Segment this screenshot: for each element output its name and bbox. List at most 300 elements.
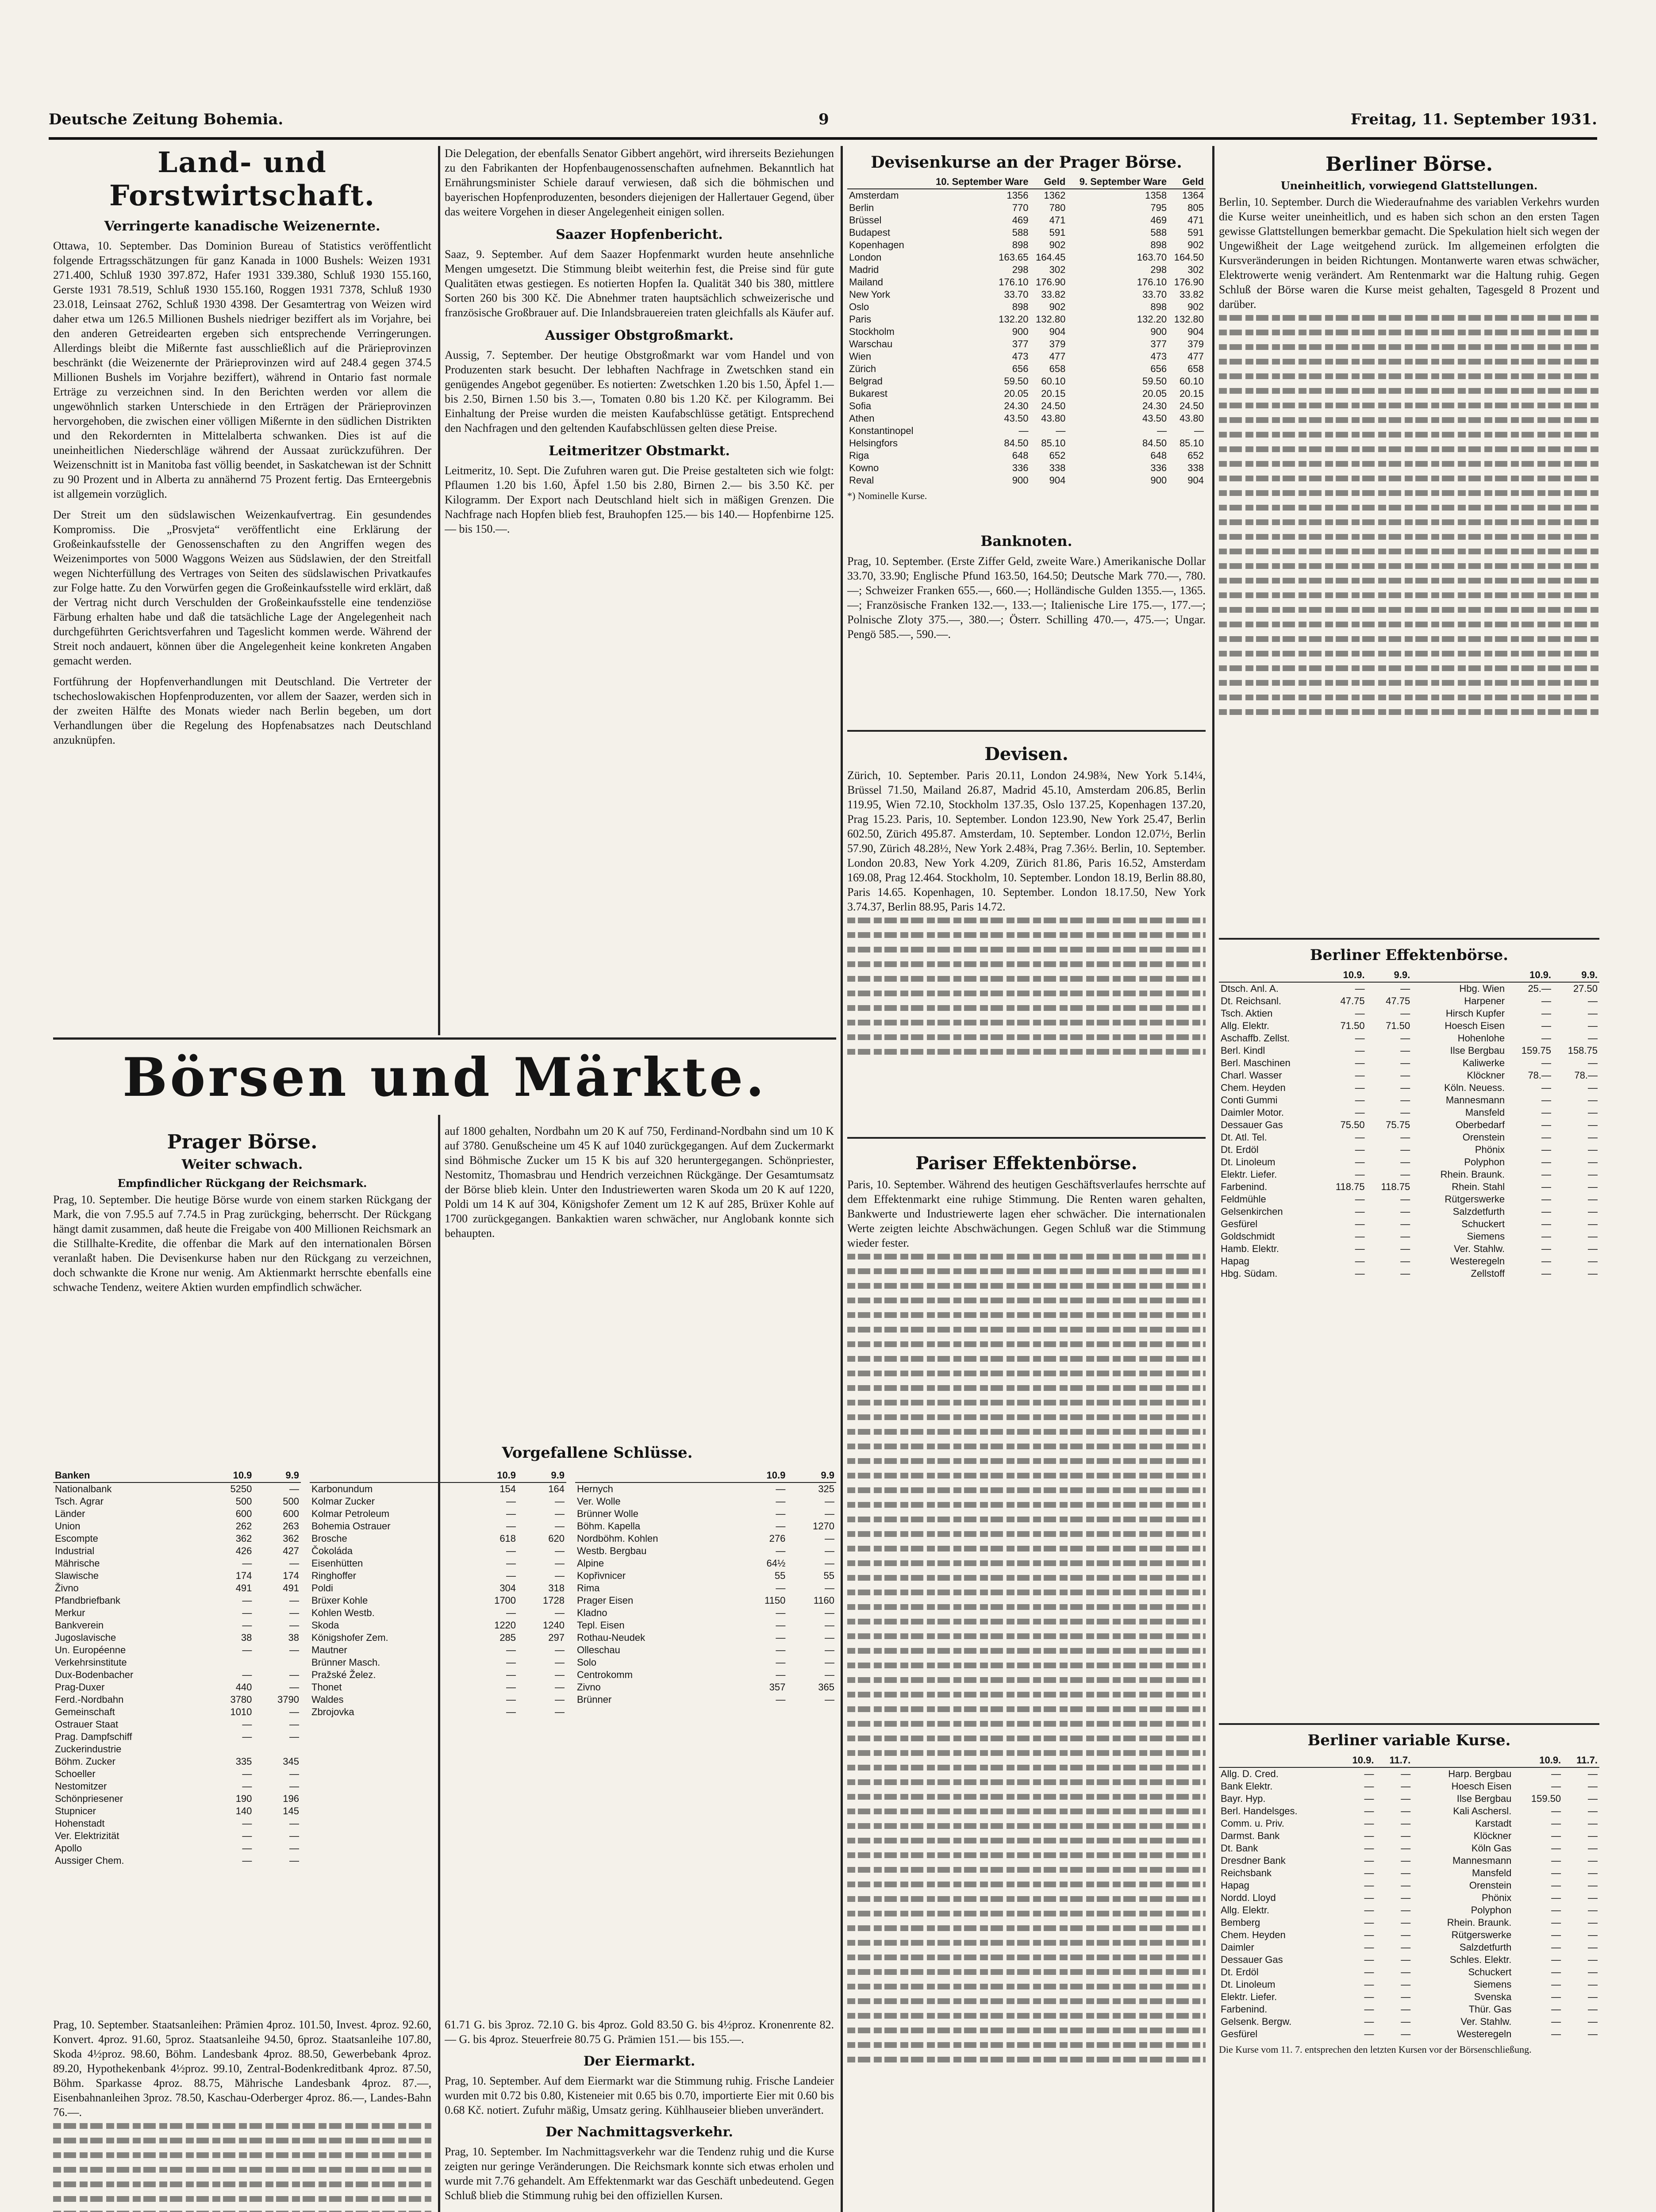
table-cell: 477 — [1049, 351, 1066, 362]
table-cell: Orenstein — [1469, 1880, 1512, 1891]
table-row — [1219, 1168, 1599, 1181]
table-cell: — — [1400, 983, 1410, 994]
table-cell: — — [1355, 1107, 1365, 1118]
table-cell: — — [1355, 1194, 1365, 1205]
table-cell: Böhm. Zucker — [55, 1756, 115, 1767]
table-cell: — — [1541, 1243, 1552, 1254]
table-cell: Klöckner — [1473, 1830, 1512, 1841]
table-cell: Comm. u. Priv. — [1221, 1818, 1284, 1829]
table-cell: 176.10 — [999, 276, 1029, 288]
table-row — [847, 412, 1206, 425]
table-cell: 780 — [1049, 202, 1066, 213]
column-header: 10.9 — [207, 1469, 254, 1482]
table-cell: 377 — [1012, 338, 1029, 349]
table-cell: — — [1401, 1979, 1411, 1990]
table-cell: Schoeller — [55, 1768, 96, 1779]
table-cell: — — [555, 1657, 565, 1668]
table-cell: 304 — [499, 1582, 516, 1594]
table-cell: — — [1355, 1008, 1365, 1019]
table-row — [1219, 995, 1599, 1007]
table-cell: — — [776, 1496, 786, 1507]
table-cell: Dt. Atl. Tel. — [1221, 1132, 1267, 1143]
table-cell: 59.50 — [1004, 376, 1029, 387]
table-cell: Stupnicer — [55, 1805, 96, 1816]
table-cell: 795 — [1150, 202, 1167, 213]
table-cell: — — [242, 1669, 252, 1680]
table-cell: 770 — [1012, 202, 1029, 213]
table-cell: Charl. Wasser — [1221, 1070, 1282, 1081]
table-cell: 163.70 — [1137, 252, 1167, 263]
table-cell: Mannesmann — [1445, 1094, 1505, 1106]
table-cell: 176.10 — [1137, 276, 1167, 288]
table-row — [53, 1632, 301, 1644]
table-cell: — — [1541, 1008, 1552, 1019]
table-cell: — — [1400, 1132, 1410, 1143]
table-cell: Sofia — [849, 400, 872, 411]
table-row — [310, 1532, 566, 1545]
table-cell: 900 — [1012, 475, 1029, 486]
table-cell: — — [1364, 1855, 1374, 1866]
table-cell: 43.80 — [1041, 413, 1066, 424]
table-cell: Brosche — [311, 1533, 347, 1544]
table-row — [847, 437, 1206, 449]
table-row — [575, 1557, 836, 1570]
table-cell: — — [1541, 1033, 1552, 1044]
table-cell: Dessauer Gas — [1221, 1119, 1283, 1130]
table-cell: — — [1541, 1181, 1552, 1192]
table-cell: — — [289, 1830, 299, 1841]
table-cell: Bayr. Hyp. — [1221, 1793, 1266, 1804]
table-cell: — — [1588, 1966, 1598, 1978]
table-cell: Orenstein — [1462, 1132, 1505, 1143]
table-cell: Siemens — [1467, 1231, 1505, 1242]
table-cell: — — [555, 1545, 565, 1556]
column-divider — [438, 146, 440, 1035]
table-cell: 427 — [283, 1545, 299, 1556]
table-cell: 336 — [1150, 462, 1167, 473]
table-cell: 379 — [1049, 338, 1066, 349]
table-cell: — — [1364, 1991, 1374, 2002]
table-cell: Gelsenk. Bergw. — [1221, 2016, 1292, 2027]
table-cell: — — [1588, 1855, 1598, 1866]
table-cell: 325 — [818, 1483, 834, 1494]
table-cell: — — [825, 1607, 834, 1618]
table-cell: 338 — [1187, 462, 1204, 473]
table-row — [1219, 1193, 1599, 1206]
table-cell: Ver. Stahlw. — [1460, 2016, 1512, 2027]
table-cell: — — [1541, 1206, 1552, 1217]
table-cell: 904 — [1049, 326, 1066, 337]
table-cell: Pfandbriefbank — [55, 1595, 120, 1606]
table-cell: — — [1401, 1855, 1411, 1866]
table-cell: — — [1551, 1843, 1561, 1854]
table-cell: 85.10 — [1041, 438, 1066, 449]
table-cell: 164.50 — [1174, 252, 1204, 263]
table-cell: 154 — [499, 1483, 516, 1494]
table-cell: 24.30 — [1142, 400, 1167, 411]
table-cell: 1220 — [494, 1620, 516, 1631]
table-row — [1219, 1978, 1599, 1991]
table-row — [847, 462, 1206, 474]
table-cell: — — [1588, 1942, 1598, 1953]
table-cell: — — [825, 1694, 834, 1705]
table-cell: — — [1355, 1256, 1365, 1267]
table-title: Devisenkurse an der Prager Börse. — [871, 153, 1182, 172]
table-cell: — — [1541, 1082, 1552, 1093]
table-cell: — — [1355, 1045, 1365, 1056]
table-cell: — — [1551, 1979, 1561, 1990]
table-row — [310, 1656, 566, 1669]
table-row — [53, 1842, 301, 1855]
table-cell: — — [825, 1669, 834, 1680]
table-cell: — — [1551, 1867, 1561, 1878]
section-title: Land- und Forstwirtschaft. — [109, 146, 375, 212]
table-cell: 84.50 — [1004, 438, 1029, 449]
table-cell: Alpine — [577, 1558, 604, 1569]
table-cell: 648 — [1150, 450, 1167, 461]
table-row — [310, 1482, 566, 1495]
table-cell: Klöckner — [1467, 1070, 1505, 1081]
table-row — [1219, 1991, 1599, 2003]
table-cell: Mansfeld — [1465, 1107, 1505, 1118]
table-cell: — — [242, 1843, 252, 1854]
table-cell: Bankverein — [55, 1620, 104, 1631]
table-cell: — — [242, 1830, 252, 1841]
article-subtitle: Verringerte kanadische Weizenernte. — [104, 219, 380, 234]
table-row — [1219, 1020, 1599, 1032]
table-cell: — — [242, 1731, 252, 1742]
table-cell: — — [289, 1843, 299, 1854]
table-cell: 20.05 — [1004, 388, 1029, 399]
table-row — [1219, 1793, 1599, 1805]
table-cell: — — [555, 1682, 565, 1693]
table-cell: 500 — [235, 1496, 252, 1507]
table-cell: Jugoslavische — [55, 1632, 116, 1643]
table-row — [53, 1545, 301, 1557]
column-header: 11.7. — [1563, 1754, 1599, 1767]
table-cell: 588 — [1012, 227, 1029, 238]
table-cell: — — [1364, 1892, 1374, 1903]
table-row — [1219, 1904, 1599, 1916]
table-cell: 902 — [1049, 239, 1066, 250]
table-row — [847, 350, 1206, 363]
table-cell: Olleschau — [577, 1644, 620, 1655]
article-body: auf 1800 gehalten, Nordbahn um 20 K auf 750, Ferdinand-Nordbahn sind um 10 K auf 3780. Genußscheine um 45 K auf 1040 zurückgegangen. Auf dem Zuckermarkt sind Böhmische Zucker um 15 K bis auf 320 heruntergegangen. Schönpriester, Nestomitz, Thomasbrau und Hendrich verzeichnen Rückgänge. Der Gesamtumsatz der Börse blieb klein. Unter den Industriewerten waren Skoda um 20 K auf 1220, Poldi um 14 K auf 304, Königshofer Zement um 12 K auf 285, Brüxer Kohle auf 1700 zurückgegangen. Bankaktien waren schwächer, nur Anglobank konnte sich behaupten. — [445, 1125, 834, 1240]
article-body: Prag, 10. September. Staatsanleihen: Prämien 4proz. 101.50, Invest. 4proz. 92.60, Konvert. 4proz. 91.60, 5proz. Staatsanleihe 94.50, 6proz. Staatsanleihe 107.80, Skoda 4½proz. 98.60, Böhm. Landesbank 4proz. 88.50, Gewerbebank 4proz. 89.20, Hypothekenbank 4½proz. 99.10, Zentral-Bodenkreditbank 4proz. 87.50, Böhm. Sparkasse 4proz. 88.75, Mährische Landesbank 4proz. 87.—, Eisenbahnanleihen 3proz. 78.50, Kaschau-Oderberger 4proz. 86.—, Landes-Bahn 76.—. — [53, 2018, 431, 2119]
table-cell: — — [242, 1558, 252, 1569]
table-cell: Böhm. Kapella — [577, 1521, 641, 1532]
table-cell: Tsch. Aktien — [1221, 1008, 1273, 1019]
table-cell: 904 — [1187, 326, 1204, 337]
table-row — [310, 1619, 566, 1632]
table-cell: — — [506, 1545, 516, 1556]
table-cell: — — [242, 1855, 252, 1866]
table-cell: 55 — [823, 1570, 834, 1581]
table-row — [1219, 1916, 1599, 1929]
table-cell: Warschau — [849, 338, 893, 349]
article-subtitle: Saazer Hopfenbericht. — [556, 227, 723, 242]
table-cell: — — [1551, 1905, 1561, 1916]
table-row — [1219, 1144, 1599, 1156]
table-row — [575, 1632, 836, 1644]
column-header: 10.9. — [1513, 1754, 1563, 1767]
table-cell: — — [1588, 1057, 1598, 1068]
table-cell: — — [1541, 1094, 1552, 1106]
prague-table-left — [53, 1469, 301, 1955]
table-cell: — — [776, 1607, 786, 1618]
table-cell: — — [1588, 1892, 1598, 1903]
table-cell: — — [1056, 425, 1066, 436]
table-cell: — — [289, 1818, 299, 1829]
table-cell: Ferd.-Nordbahn — [55, 1694, 124, 1705]
table-cell: Allg. Elektr. — [1221, 1020, 1270, 1031]
table-cell: Berl. Maschinen — [1221, 1057, 1291, 1068]
section-title: Börsen und Märkte. — [122, 1046, 767, 1109]
table-cell: — — [1355, 1082, 1365, 1093]
table-row — [1219, 1069, 1599, 1082]
table-cell: — — [1355, 1057, 1365, 1068]
table-cell: — — [1364, 1818, 1374, 1829]
table-cell: 591 — [1187, 227, 1204, 238]
table-cell: 1358 — [1145, 190, 1167, 201]
table-cell: — — [1364, 2028, 1374, 2039]
table-cell: 25.— — [1528, 983, 1552, 994]
table-cell: 60.10 — [1179, 376, 1204, 387]
table-cell: — — [1401, 1942, 1411, 1953]
table-cell: — — [1400, 1045, 1410, 1056]
table-cell: — — [1551, 1805, 1561, 1816]
table-cell: Allg. Elektr. — [1221, 1905, 1270, 1916]
berlin-variable-block — [1219, 1730, 1599, 2212]
table-cell: Harpener — [1464, 995, 1505, 1006]
table-cell: 159.75 — [1521, 1045, 1552, 1056]
table-cell: 805 — [1187, 202, 1204, 213]
table-cell: Berl. Kindl — [1221, 1045, 1265, 1056]
table-cell: Conti Gummi — [1221, 1094, 1278, 1106]
table-cell: — — [1355, 1231, 1365, 1242]
table-cell: — — [242, 1781, 252, 1792]
article-subtitle: Leitmeritzer Obstmarkt. — [549, 443, 730, 459]
table-cell: — — [776, 1508, 786, 1519]
table-cell: — — [555, 1607, 565, 1618]
table-cell: — — [289, 1682, 299, 1693]
table-cell: Allg. D. Cred. — [1221, 1768, 1279, 1779]
table-cell: Escompte — [55, 1533, 98, 1544]
table-cell: — — [289, 1781, 299, 1792]
table-cell: 33.82 — [1041, 289, 1066, 300]
table-row — [1219, 1767, 1599, 1780]
table-cell: — — [506, 1682, 516, 1693]
table-cell: — — [1364, 1830, 1374, 1841]
table-cell: 262 — [235, 1521, 252, 1532]
table-cell: Gemeinschaft — [55, 1706, 115, 1717]
table-cell — [254, 1656, 301, 1669]
article-body: Paris, 10. September. Während des heutigen Geschäftsverlaufes herrschte auf dem Effektenmarkt eine ruhige Stimmung. Die Renten waren gehalten, Bankwerte und Industriewerte lagen eher schwächer. Die internationalen Werte zeigten leichte Abschwächungen. Gegen Schluß war die Stimmung wieder fester. — [847, 1178, 1206, 1249]
table-cell: — — [1194, 425, 1204, 436]
table-title: Berliner variable Kurse. — [1307, 1732, 1511, 1749]
table-cell: Mährische — [55, 1558, 100, 1569]
table-row — [53, 1495, 301, 1508]
table-cell: Hernych — [577, 1483, 613, 1494]
table-cell: 5250 — [230, 1483, 252, 1494]
table-row — [1219, 1057, 1599, 1069]
table-row — [310, 1508, 566, 1520]
prague-table-right — [575, 1469, 836, 1955]
stock-table — [575, 1469, 836, 1706]
table-cell: — — [1541, 1218, 1552, 1229]
table-row — [847, 214, 1206, 227]
page-header — [49, 111, 1597, 137]
table-cell: Solo — [577, 1657, 597, 1668]
table-cell: Rhein. Braunk. — [1440, 1169, 1505, 1180]
table-cell: 898 — [1150, 301, 1167, 312]
column-header: 9.9 — [254, 1469, 301, 1482]
table-cell: 174 — [235, 1570, 252, 1581]
table-row — [575, 1495, 836, 1508]
table-cell: — — [1588, 1256, 1598, 1267]
table-cell: — — [1355, 983, 1365, 994]
table-row — [847, 251, 1206, 264]
table-cell: 656 — [1150, 363, 1167, 374]
table-cell: Apollo — [55, 1843, 82, 1854]
table-cell: — — [1551, 1818, 1561, 1829]
column-header: 10.9 — [469, 1469, 518, 1482]
table-cell: — — [1364, 2016, 1374, 2027]
table-cell: 33.82 — [1179, 289, 1204, 300]
table-cell: 298 — [1150, 264, 1167, 275]
table-cell: Gesfürel — [1221, 2028, 1258, 2039]
table-cell: — — [1588, 1917, 1598, 1928]
table-cell: Amsterdam — [849, 190, 899, 201]
table-row — [1219, 1842, 1599, 1855]
column-header: 9.9 — [518, 1469, 566, 1482]
table-row — [1219, 1855, 1599, 1867]
table-cell: Daimler Motor. — [1221, 1107, 1284, 1118]
table-cell: Prager Eisen — [577, 1595, 634, 1606]
table-cell: Karstadt — [1475, 1818, 1512, 1829]
table-cell: 902 — [1187, 301, 1204, 312]
table-cell: Brüssel — [849, 215, 882, 226]
table-cell: — — [1541, 1132, 1552, 1143]
table-cell: Waldes — [311, 1694, 344, 1705]
table-cell: 71.50 — [1386, 1020, 1410, 1031]
page-number: 9 — [818, 111, 829, 128]
table-title: Vorgefallene Schlüsse. — [502, 1444, 693, 1462]
table-row — [310, 1570, 566, 1582]
table-cell: — — [1401, 1830, 1411, 1841]
table-cell: Goldschmidt — [1221, 1231, 1275, 1242]
table-cell: — — [1364, 1917, 1374, 1928]
table-cell: — — [1551, 1929, 1561, 1940]
table-cell: 132.80 — [1174, 314, 1204, 325]
table-row — [310, 1681, 566, 1694]
table-row — [575, 1619, 836, 1632]
table-cell: 164 — [548, 1483, 565, 1494]
table-cell: Zbrojovka — [311, 1706, 354, 1717]
table-row — [847, 288, 1206, 301]
table-cell: 196 — [283, 1793, 299, 1804]
table-cell: London — [849, 252, 882, 263]
table-cell: Brüxer Kohle — [311, 1595, 368, 1606]
article-hops — [445, 146, 834, 1035]
table-row — [53, 1669, 301, 1681]
table-cell: — — [1541, 1268, 1552, 1279]
table-cell: — — [776, 1521, 786, 1532]
table-row — [1219, 1106, 1599, 1119]
table-cell: Industrial — [55, 1545, 95, 1556]
table-cell: Brünner Wolle — [577, 1508, 638, 1519]
table-cell: — — [1541, 1119, 1552, 1130]
table-cell: 904 — [1187, 475, 1204, 486]
table-cell: — — [776, 1483, 786, 1494]
devisen-table-block — [847, 146, 1206, 526]
article-body: Die Delegation, der ebenfalls Senator Gibbert angehört, wird ihrerseits Beziehungen zu den Fabrikanten der Hopfenbaugenossenschaften aufnehmen. Bekanntlich hat Ernährungsminister Schiele darauf verwiesen, daß sich die böhmischen und bayerischen Hopfenproduzenten, besonders diejenigen der Hallertauer Gegend, über das weitere Vorgehen in dieser Angelegenheit einigen sollen. — [445, 147, 834, 218]
table-cell: Gelsenkirchen — [1221, 1206, 1283, 1217]
table-cell: — — [1401, 1929, 1411, 1940]
table-cell: 85.10 — [1179, 438, 1204, 449]
table-cell: 285 — [499, 1632, 516, 1643]
column-header: 10.9. — [1506, 968, 1553, 982]
table-cell — [207, 1743, 254, 1755]
article-body: Zürich, 10. September. Paris 20.11, London 24.98¾, New York 5.14¼, Brüssel 71.50, Mailand 26.87, Madrid 45.10, Amsterdam 206.85, Berlin 119.95, Wien 72.10, Stockholm 137.35, Oslo 137.25, Kopenhagen 137.20, Prag 15.23. Paris, 10. September. London 123.90, New York 25.47, Berlin 602.50, Zürich 495.87. Amsterdam, 10. September. London 12.07½, Berlin 57.90, Zürich 48.28½, New York 2.48¾, Prag 7.36½. Berlin, 10. September. London 20.83, New York 4.209, Zürich 81.86, Paris 16.52, Amsterdam 169.08, Prag 12.464. Stockholm, 10. September. London 18.19, Berlin 88.80, Paris 14.65. Kopenhagen, 10. September. London 18.17.50, New York 3.74.37, Berlin 88.95, Paris 14.72. — [847, 769, 1206, 913]
column-header — [575, 1469, 740, 1482]
table-row — [847, 313, 1206, 326]
article-body: Aussig, 7. September. Der heutige Obstgroßmarkt war vom Handel und von Produzenten stark besucht. Der lebhaften Nachfrage in Zwetschken stand ein genügendes Angebot gegenüber. Es notierten: Zwetschken 1.20 bis 1.50, Äpfel 1.— bis 2.50, Birnen 1.50 bis 3.—, Tomaten 0.80 bis 1.20 Kč. per Kilogramm. Bei Einhaltung der Preise wurden die meisten Kaufabschlüsse getätigt. Entsprechend den Nachfragen und den geltenden Kaufabschlüssen gelten diese Preise. — [445, 349, 834, 434]
table-cell: — — [1541, 1231, 1552, 1242]
berlin-effekten-table — [1219, 968, 1599, 1280]
table-cell: — — [1588, 1144, 1598, 1155]
table-cell: — — [1364, 1979, 1374, 1990]
table-row — [575, 1532, 836, 1545]
column-divider — [841, 146, 843, 2212]
table-cell: 1362 — [1044, 190, 1066, 201]
table-cell: — — [506, 1644, 516, 1655]
table-cell: Rima — [577, 1582, 600, 1594]
article-berliner-boerse — [1219, 146, 1599, 978]
table-cell: — — [1588, 1243, 1598, 1254]
table-cell: Chem. Heyden — [1221, 1929, 1286, 1940]
table-cell: — — [506, 1496, 516, 1507]
table-cell: Belgrad — [849, 376, 883, 387]
table-cell: — — [1588, 1218, 1598, 1229]
table-cell: Kolmar Petroleum — [311, 1508, 390, 1519]
table-cell: Thonet — [311, 1682, 342, 1693]
table-row — [53, 1570, 301, 1582]
article-prague-boerse-cont — [445, 1124, 834, 1433]
table-cell: — — [1400, 1008, 1410, 1019]
table-cell: 33.70 — [1004, 289, 1029, 300]
table-cell: Pražské Želez. — [311, 1669, 376, 1680]
table-cell: — — [555, 1644, 565, 1655]
table-cell: — — [1588, 1156, 1598, 1167]
table-cell: Reichsbank — [1221, 1867, 1272, 1878]
table-cell: 190 — [235, 1793, 252, 1804]
table-cell: Zürich — [849, 363, 876, 374]
table-cell: — — [506, 1508, 516, 1519]
article-subtitle: Aussiger Obstgroßmarkt. — [545, 328, 734, 343]
table-cell: — — [1551, 1966, 1561, 1978]
table-cell: 1364 — [1182, 190, 1204, 201]
unreadable-text — [847, 1254, 1206, 2062]
table-row — [53, 1644, 301, 1656]
table-cell: 618 — [499, 1533, 516, 1544]
column-header — [1219, 968, 1321, 982]
table-cell: Nationalbank — [55, 1483, 112, 1494]
column-header — [847, 175, 923, 189]
table-cell: — — [555, 1521, 565, 1532]
table-row — [575, 1582, 836, 1594]
table-row — [53, 1793, 301, 1805]
